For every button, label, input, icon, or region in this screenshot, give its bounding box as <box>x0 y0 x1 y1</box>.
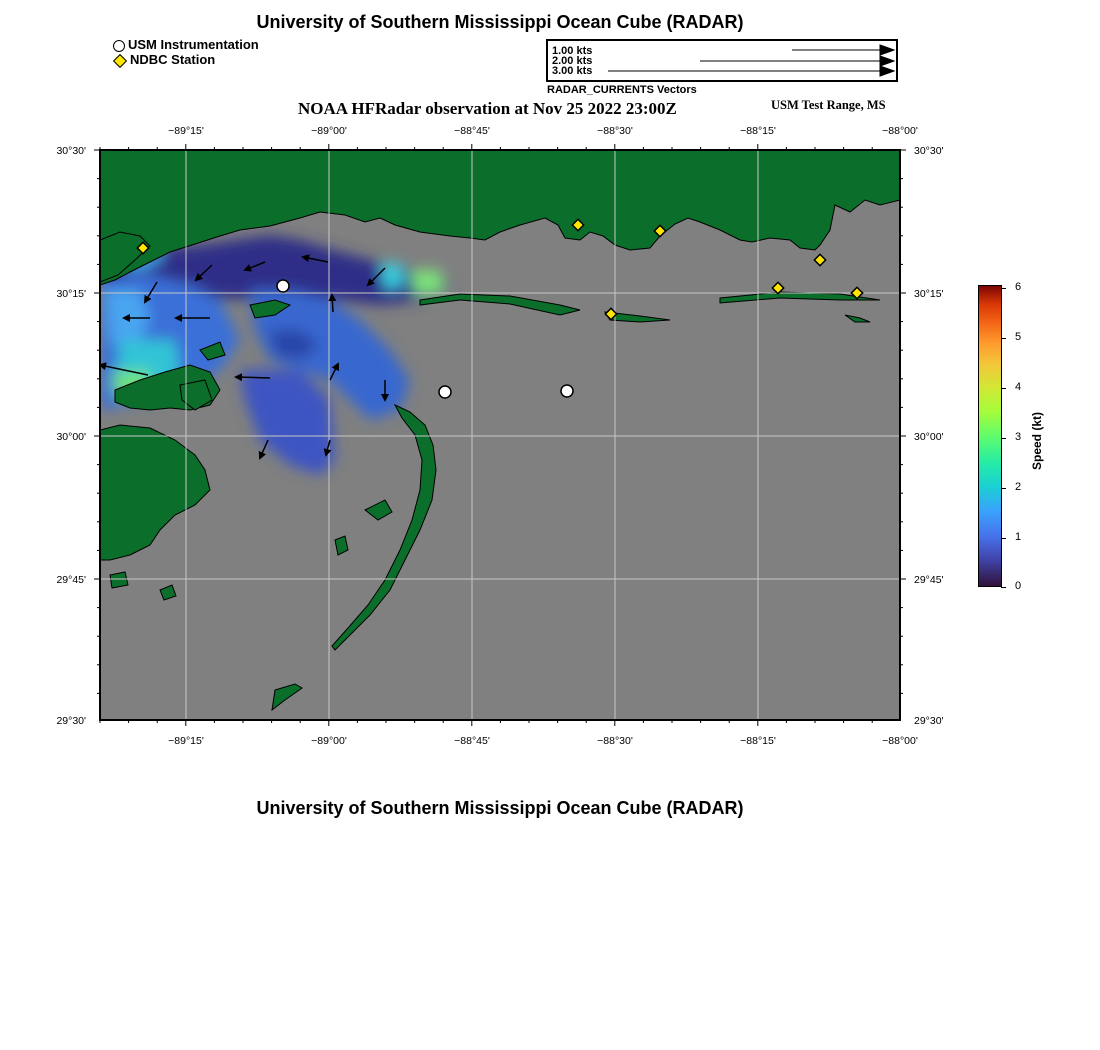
lon-label-bottom-6: −88°00' <box>882 735 918 747</box>
lat-label-left-4: 29°45' <box>56 574 86 586</box>
colorbar-tick-5: 5 <box>1015 331 1022 343</box>
usm-instrument-2 <box>439 386 451 398</box>
lon-label-bottom-3: −88°45' <box>454 735 490 747</box>
colorbar-tick-3: 3 <box>1015 431 1022 443</box>
observation-subtitle: NOAA HFRadar observation at Nov 25 2022 23:00Z <box>298 99 677 118</box>
colorbar-tick-6: 6 <box>1015 281 1022 293</box>
lon-label-bottom-5: −88°15' <box>740 735 776 747</box>
lon-label-bottom-2: −89°00' <box>311 735 347 747</box>
lat-label-right-3: 30°00' <box>914 431 944 443</box>
lat-label-left-5: 29°30' <box>56 715 86 727</box>
speed-colorbar <box>978 285 1002 587</box>
map-area <box>100 150 900 720</box>
lat-label-left-3: 30°00' <box>56 431 86 443</box>
lon-label-top-6: −88°00' <box>882 125 918 137</box>
second-panel-title: University of Southern Mississippi Ocean Cube (RADAR) <box>256 798 744 818</box>
test-range-label: USM Test Range, MS <box>771 98 886 112</box>
vector-scale-label-3: 3.00 kts <box>552 65 593 77</box>
legend-ndbc-label: NDBC Station <box>130 52 216 67</box>
usm-instrument-3 <box>561 385 573 397</box>
lat-label-left-2: 30°15' <box>56 288 86 300</box>
legend-usm-label: USM Instrumentation <box>128 37 259 52</box>
vector-scale-label-2: 2.00 kts <box>552 55 593 67</box>
lat-label-left-1: 30°30' <box>56 145 86 157</box>
lat-label-right-5: 29°30' <box>914 715 944 727</box>
lon-label-top-5: −88°15' <box>740 125 776 137</box>
map-title: University of Southern Mississippi Ocean Cube (RADAR) <box>256 12 744 32</box>
lon-label-top-3: −88°45' <box>454 125 490 137</box>
usm-instrument-1 <box>277 280 289 292</box>
lon-label-bottom-1: −89°15' <box>168 735 204 747</box>
lon-label-top-4: −88°30' <box>597 125 633 137</box>
colorbar-tick-0: 0 <box>1015 580 1022 592</box>
lat-label-right-4: 29°45' <box>914 574 944 586</box>
vector-scale-caption: RADAR_CURRENTS Vectors <box>547 84 697 96</box>
lon-label-top-1: −89°15' <box>168 125 204 137</box>
colorbar-label: Speed (kt) <box>1030 411 1044 470</box>
colorbar-tick-4: 4 <box>1015 381 1022 393</box>
lat-label-right-1: 30°30' <box>914 145 944 157</box>
lon-label-bottom-4: −88°30' <box>597 735 633 747</box>
colorbar-tick-2: 2 <box>1015 481 1022 493</box>
lat-label-right-2: 30°15' <box>914 288 944 300</box>
lon-label-top-2: −89°00' <box>311 125 347 137</box>
vector-scale-label-1: 1.00 kts <box>552 45 593 57</box>
colorbar-tick-1: 1 <box>1015 531 1022 543</box>
